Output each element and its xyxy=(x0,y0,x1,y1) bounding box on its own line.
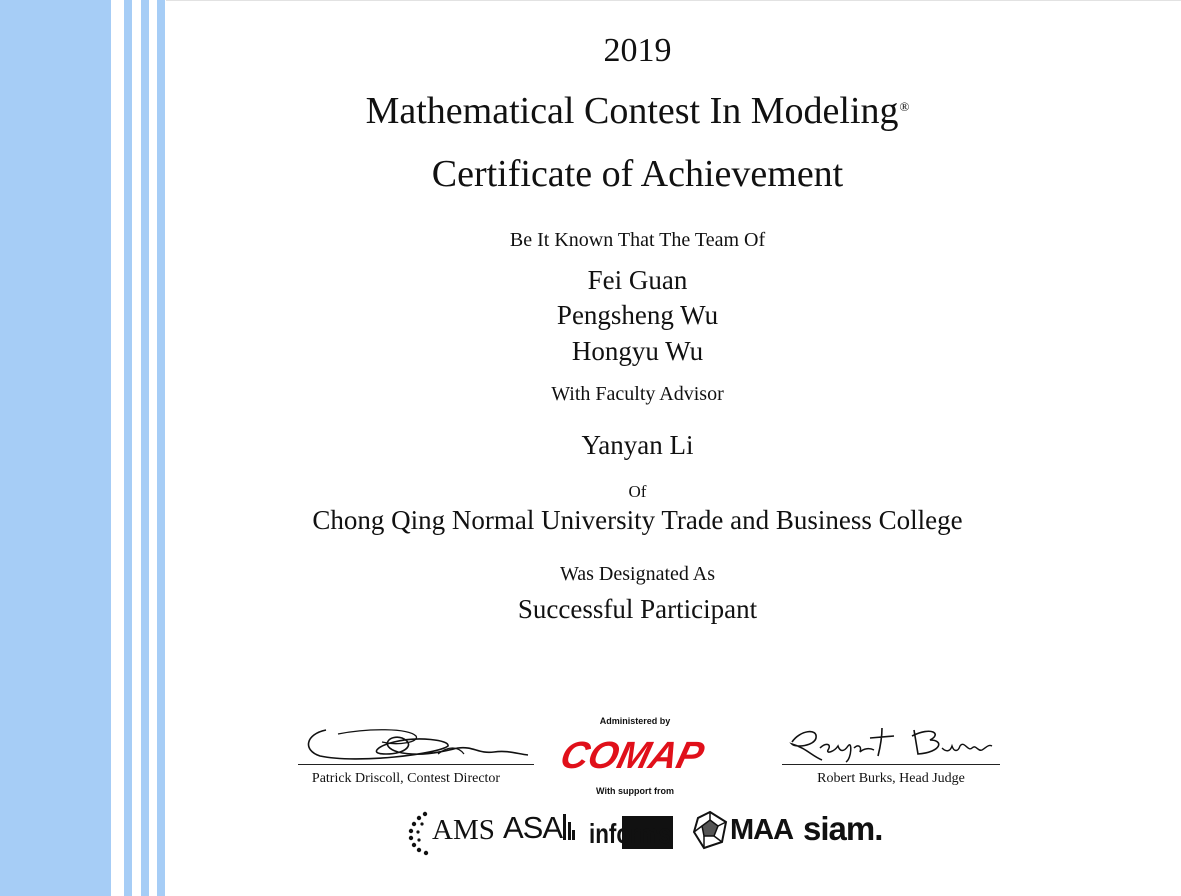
maa-polyhedron-icon xyxy=(692,810,728,850)
ams-logo xyxy=(405,808,497,856)
asa-bars-icon xyxy=(563,810,575,844)
registered-mark: ® xyxy=(899,99,910,114)
certificate-title: Certificate of Achievement xyxy=(431,153,844,195)
team-member: Fei Guan xyxy=(587,265,688,295)
director-signature-block xyxy=(298,724,534,787)
comap-logo-text: COMAP xyxy=(556,734,709,777)
director-signature-image xyxy=(298,724,534,764)
team-intro: Be It Known That The Team Of xyxy=(509,229,766,251)
judge-signature-image xyxy=(782,722,1000,764)
advisor-intro: With Faculty Advisor xyxy=(551,383,724,405)
contest-title xyxy=(100,89,1175,133)
contest-title-text: Mathematical Contest In Modeling xyxy=(365,90,899,132)
judge-signature-block xyxy=(782,722,1000,787)
asa-logo xyxy=(503,810,575,846)
informs-logo xyxy=(587,812,687,852)
institution-name: Chong Qing Normal University Trade and Business College xyxy=(312,505,963,535)
ams-dots-icon xyxy=(405,808,433,856)
designation-award: Successful Participant xyxy=(517,594,758,624)
designation-intro: Was Designated As xyxy=(559,563,716,585)
informs-text: informs xyxy=(589,818,671,849)
faculty-advisor: Yanyan Li xyxy=(581,430,694,460)
border-stripe-wide xyxy=(0,0,111,896)
maa-text: MAA xyxy=(730,814,794,846)
siam-logo: siam. xyxy=(803,810,883,847)
director-caption: Patrick Driscoll, Contest Director xyxy=(311,771,501,786)
comap-logo xyxy=(556,728,709,780)
asa-text: ASA xyxy=(503,810,563,845)
support-from-label: With support from xyxy=(596,786,674,796)
top-border-line xyxy=(166,0,1181,1)
team-member: Hongyu Wu xyxy=(571,336,704,366)
maa-logo xyxy=(692,808,792,856)
signature-line xyxy=(782,764,1000,765)
certificate-year: 2019 xyxy=(603,32,672,69)
ams-text: AMS xyxy=(432,814,495,846)
administered-by-label: Administered by xyxy=(599,716,671,726)
team-member: Pengsheng Wu xyxy=(556,300,719,330)
signature-line xyxy=(298,764,534,765)
judge-caption: Robert Burks, Head Judge xyxy=(817,771,965,786)
of-label: Of xyxy=(628,482,647,501)
